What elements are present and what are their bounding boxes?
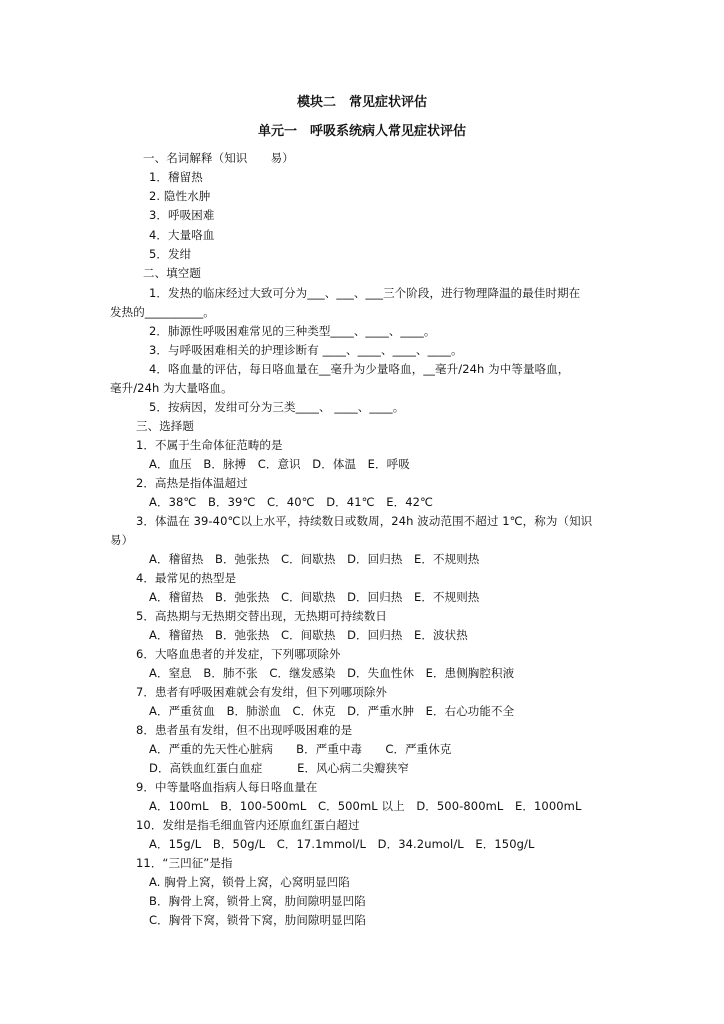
fill-question: 1．发热的临床经过大致可分为___、___、___三个阶段，进行物理降温的最佳时期在	[149, 286, 581, 300]
mc-options: B．胸骨上窝，锁骨上窝，肋间隙明显凹陷	[149, 894, 366, 908]
mc-question: 4．最常见的热型是	[136, 571, 237, 585]
mc-question: 8．患者虽有发绀，但不出现呼吸困难的是	[136, 723, 353, 737]
mc-options: A．38℃ B．39℃ C．40℃ D．41℃ E．42℃	[149, 495, 434, 509]
fill-question-cont: 发热的__________。	[110, 305, 215, 319]
mc-options: A．稽留热 B．弛张热 C．间歇热 D．回归热 E．波状热	[149, 628, 468, 642]
mc-options: A．100mL B．100-500mL C．500mL 以上 D．500-800mL E．1000mL	[149, 799, 582, 813]
term-item: 1．稽留热	[149, 170, 203, 184]
mc-options: C．胸骨下窝，锁骨下窝，肋间隙明显凹陷	[149, 913, 366, 927]
term-item: 2. 隐性水肿	[149, 189, 211, 203]
term-item: 4．大量咯血	[149, 228, 215, 242]
fill-question-cont: 毫升/24h 为大量咯血。	[110, 381, 233, 395]
fill-question: 3．与呼吸困难相关的护理诊断有 ____、____、____、____。	[149, 343, 463, 357]
mc-question: 5．高热期与无热期交替出现，无热期可持续数日	[136, 609, 388, 623]
mc-question: 3．体温在 39-40℃以上水平，持续数日或数周，24h 波动范围不超过 1℃，称为（知识	[136, 514, 593, 528]
term-item: 5．发绀	[149, 247, 192, 261]
mc-question: 11．“三凹征”是指	[136, 856, 233, 870]
fill-question: 2．肺源性呼吸困难常见的三种类型____、____、____。	[149, 324, 436, 338]
mc-options: A．15g/L B．50g/L C．17.1mmol/L D．34.2umol/L E．150g/L	[149, 837, 535, 851]
mc-question: 10．发绀是指毛细血管内还原血红蛋白超过	[136, 818, 360, 832]
mc-options: A．稽留热 B．弛张热 C．间歇热 D．回归热 E．不规则热	[149, 552, 480, 566]
section-heading: 二、填空题	[143, 266, 201, 280]
module-title: 模块二 常见症状评估	[296, 95, 427, 110]
term-item: 3．呼吸困难	[149, 208, 215, 222]
mc-options: A．稽留热 B．弛张热 C．间歇热 D．回归热 E．不规则热	[149, 590, 480, 604]
mc-question: 9．中等量咯血指病人每日咯血量在	[136, 780, 318, 794]
unit-title: 单元一 呼吸系统病人常见症状评估	[257, 124, 466, 139]
mc-question: 1．不属于生命体征范畴的是	[136, 438, 283, 452]
mc-question: 6．大咯血患者的并发症，下列哪项除外	[136, 647, 341, 661]
mc-question: 2．高热是指体温超过	[136, 476, 248, 490]
mc-options: A. 胸骨上窝，锁骨上窝，心窝明显凹陷	[149, 875, 350, 889]
mc-options: A．严重的先天性心脏病 B．严重中毒 C．严重休克	[149, 742, 452, 756]
mc-options: A．血压 B．脉搏 C．意识 D．体温 E．呼吸	[149, 457, 410, 471]
section-heading: 一、名词解释（知识 易）	[143, 151, 294, 165]
section-heading: 三、选择题	[136, 419, 194, 433]
mc-options: D．高铁血红蛋白血症 E．风心病二尖瓣狭窄	[149, 761, 409, 775]
mc-options: A．严重贫血 B．肺淤血 C．休克 D．严重水肿 E．右心功能不全	[149, 704, 515, 718]
mc-question: 7．患者有呼吸困难就会有发绀，但下列哪项除外	[136, 685, 388, 699]
mc-options: A．窒息 B．肺不张 C．继发感染 D．失血性休 E．患侧胸腔积液	[149, 666, 515, 680]
fill-question: 4．咯血量的评估，每日咯血量在__毫升为少量咯血，__毫升/24h 为中等量咯血，	[149, 362, 570, 376]
fill-question: 5．按病因，发绀可分为三类____、 ____、____。	[149, 400, 405, 414]
mc-question-cont: 易）	[110, 533, 134, 547]
